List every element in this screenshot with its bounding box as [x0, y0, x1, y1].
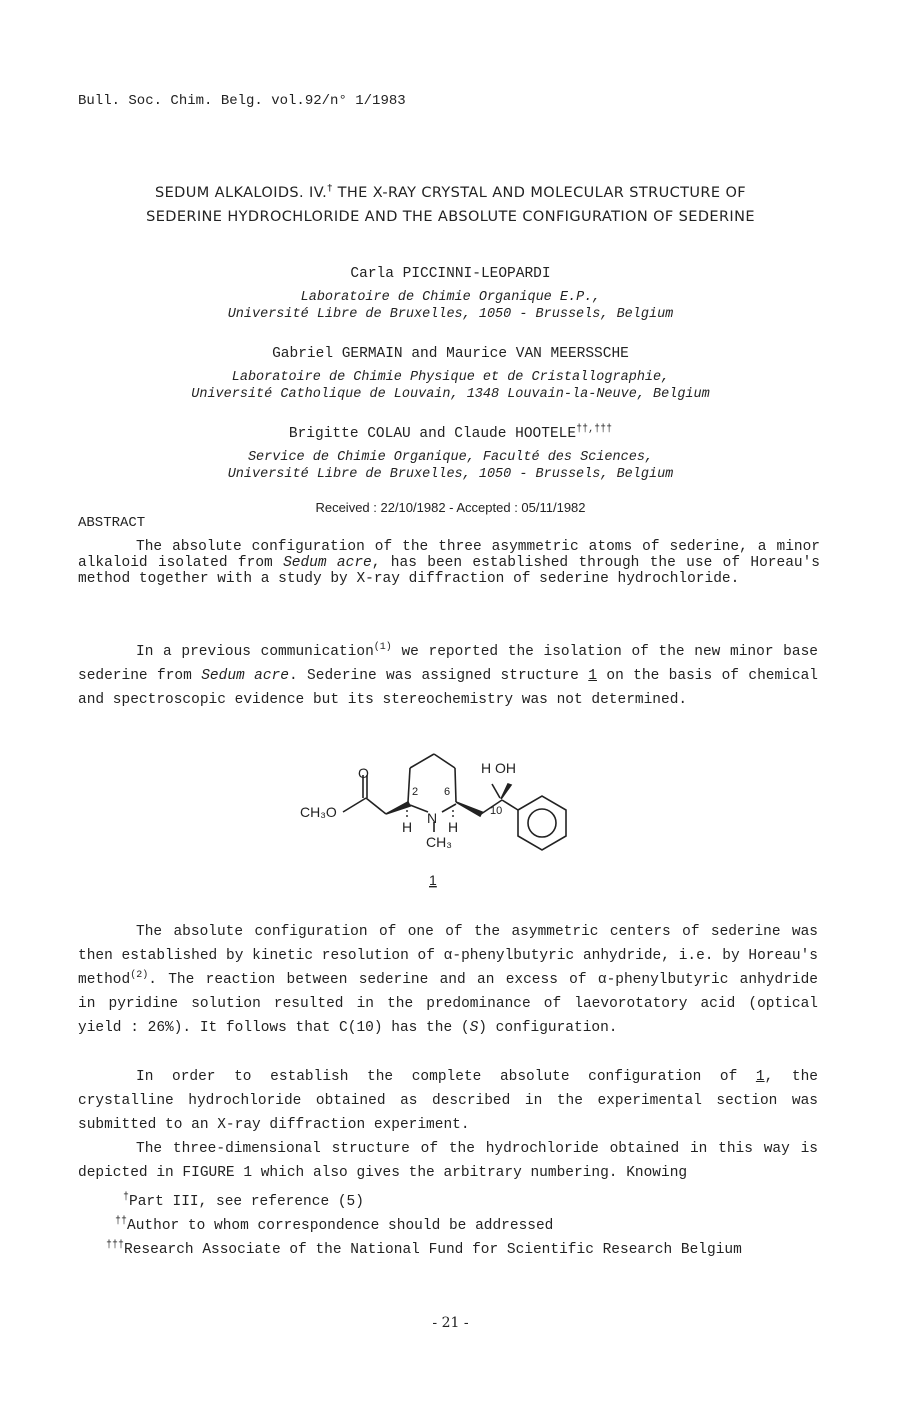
affiliation-3-line-2: Université Libre de Bruxelles, 1050 - Brussels, Belgium	[227, 467, 674, 482]
position-6: 6	[444, 786, 451, 798]
abstract-part: The absolute configuration of the three asymmetric atoms of sederine, a minor alkaloid isolated from	[78, 539, 820, 571]
journal-header: Bull. Soc. Chim. Belg. vol.92/n° 1/1983	[78, 93, 406, 109]
page-number: - 21 -	[432, 1315, 469, 1331]
title-line-2: SEDERINE HYDROCHLORIDE AND THE ABSOLUTE CONFIGURATION OF SEDERINE	[146, 209, 755, 225]
text-part: In a previous communication	[136, 644, 374, 660]
footnote-text: Research Associate of the National Fund for Scientific Research Belgium	[124, 1242, 742, 1258]
compound-number: 1	[755, 1069, 765, 1085]
sederine-structure	[290, 750, 590, 895]
footnote-text: Part III, see reference (5)	[129, 1194, 364, 1210]
oxygen-label: O	[358, 765, 369, 781]
received-dates: Received : 22/10/1982 - Accepted : 05/11/1982	[315, 500, 586, 515]
abstract-heading: ABSTRACT	[78, 515, 146, 531]
author-name-1: Carla PICCINNI-LEOPARDI	[350, 266, 551, 282]
reference-mark: (2)	[130, 970, 149, 981]
text-part: ) configuration.	[478, 1020, 618, 1036]
text-part: In order to establish the complete absolute configuration of	[136, 1069, 756, 1085]
text-part: we reported the isolation of the new minor base sederine from	[78, 644, 818, 684]
title-line-1	[0, 185, 901, 201]
paragraph-1	[78, 640, 818, 712]
affiliation-2-line-2: Université Catholique de Louvain, 1348 Louvain-la-Neuve, Belgium	[191, 387, 710, 402]
author-names: Brigitte COLAU and Claude HOOTELE	[288, 426, 577, 442]
paragraph-2	[78, 920, 818, 1040]
text-part: . Sederine was assigned structure	[288, 668, 589, 684]
h-right-label: H	[448, 819, 459, 835]
species-name: Sedum acre	[201, 668, 289, 684]
compound-number: 1	[588, 668, 597, 684]
footnote-mark: ††	[115, 1216, 128, 1227]
hydroxyl-label: H OH	[481, 760, 516, 776]
h-left-label: H	[402, 819, 413, 835]
footnote-mark: †††	[106, 1240, 125, 1251]
footnote-2	[115, 1216, 554, 1234]
methoxy-label: CH₃O	[300, 804, 337, 820]
title-part: SEDUM ALKALOIDS. IV.	[154, 185, 328, 201]
paragraph-3	[78, 1065, 818, 1137]
paragraph-4: The three-dimensional structure of the hydrochloride obtained in this way is depicted in FIGURE 1 which also gives the arbitrary numbering. Knowing	[78, 1141, 818, 1181]
species-name: Sedum acre	[283, 555, 372, 571]
title-part: THE X-RAY CRYSTAL AND MOLECULAR STRUCTURE OF	[332, 185, 747, 201]
position-10: 10	[490, 805, 503, 817]
abstract-part: , has been established through the use of Horeau's method together with a study by X-ray diffraction of sederine hydrochloride.	[78, 555, 820, 587]
author-name-3	[0, 426, 901, 442]
text-part: , the crystalline hydrochloride obtained as described in the experimental section was submitted to an X-ray diffraction experiment.	[78, 1069, 818, 1133]
affiliation-1-line-2: Université Libre de Bruxelles, 1050 - Brussels, Belgium	[227, 307, 674, 322]
footnote-1	[123, 1192, 364, 1210]
title-footnote-mark: †	[327, 183, 333, 194]
n-methyl-label: CH₃	[426, 834, 452, 850]
reference-mark: (1)	[373, 642, 392, 653]
author-footnote-mark: ††,†††	[576, 424, 613, 435]
configuration-letter: S	[469, 1020, 479, 1036]
affiliation-2-line-1: Laboratoire de Chimie Physique et de Cristallographie,	[231, 370, 670, 385]
text-part: on the basis of chemical and spectroscopic evidence but its stereochemistry was not determined.	[78, 668, 818, 708]
affiliation-1-line-1: Laboratoire de Chimie Organique E.P.,	[300, 290, 601, 305]
footnote-text: Author to whom correspondence should be addressed	[127, 1218, 554, 1234]
footnote-3	[106, 1240, 742, 1258]
structure-number: 1	[429, 872, 437, 888]
affiliation-3-line-1: Service de Chimie Organique, Faculté des Sciences,	[247, 450, 654, 465]
position-2: 2	[412, 786, 419, 798]
text-part: . The reaction between sederine and an excess of α-phenylbutyric anhydride in pyridine solution resulted in the predominance of laevorotatory acid (optical yield : 26%). It follows that C(10) has the (	[78, 972, 818, 1036]
footnote-mark: †	[123, 1192, 130, 1203]
phenyl-ring	[518, 796, 566, 850]
text-part: The absolute configuration of one of the asymmetric centers of sederine was then established by kinetic resolution of α-phenylbutyric anhydride, i.e. by Horeau's method	[78, 924, 818, 988]
abstract-text	[78, 539, 820, 587]
nitrogen-label: N	[427, 810, 438, 826]
author-name-2: Gabriel GERMAIN and Maurice VAN MEERSSCHE	[272, 346, 629, 362]
